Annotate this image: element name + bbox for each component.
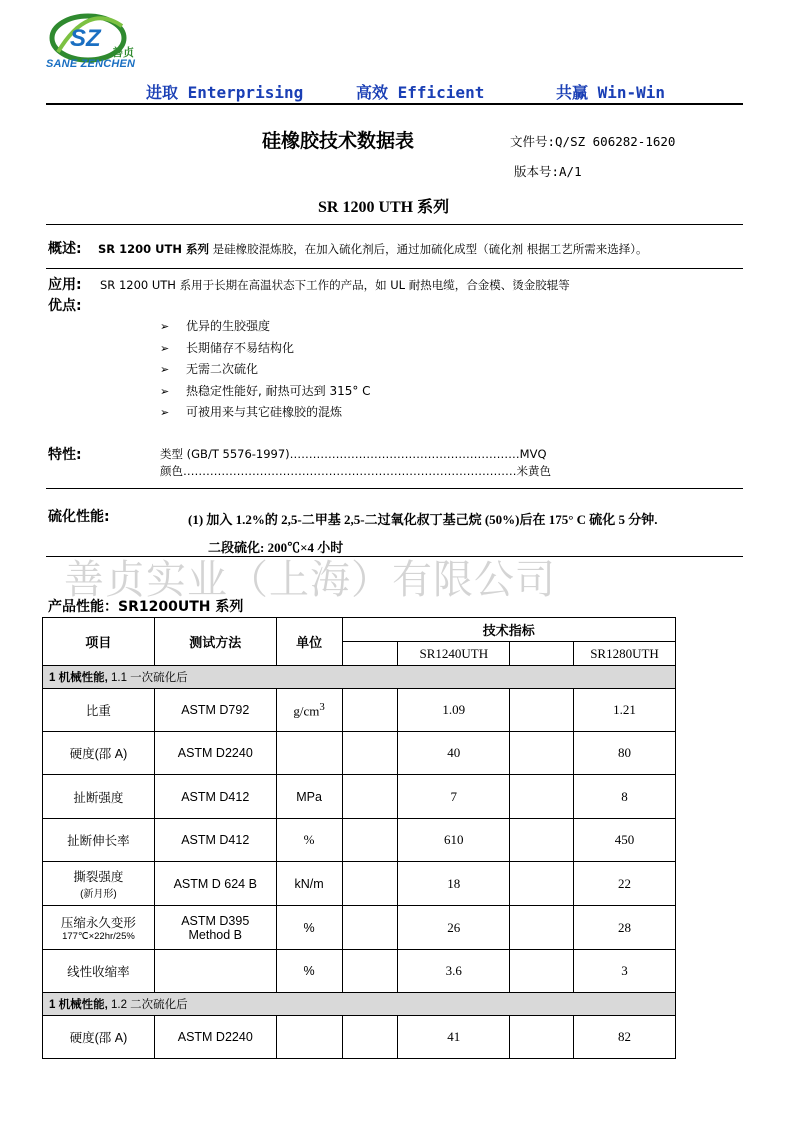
document-title: 硅橡胶技术数据表	[262, 130, 415, 152]
company-watermark: 善贞实业（上海）有限公司	[64, 557, 556, 603]
overview-description: 是硅橡胶混炼胶，在加入硫化剂后，通过加硫化成型（硫化剂 根据工艺所需来选择）。	[212, 242, 648, 256]
header-spec: 技术指标	[342, 618, 675, 642]
table-row: 扯断强度 ASTM D412 MPa 7 8	[43, 775, 676, 819]
logo-english-name: SANE ZENCHEN	[46, 58, 136, 70]
characteristics-label: 特性:	[48, 447, 82, 463]
table-row: 硬度(邵 A) ASTM D2240 41 82	[43, 1016, 676, 1059]
arrow-bullet-icon: ➢	[160, 320, 170, 333]
slogan-efficient: 高效 Efficient	[356, 83, 485, 102]
document-number: 文件号:Q/SZ 606282-1620	[510, 134, 676, 149]
type-line: 类型 (GB/T 5576-1997)……………………………………………………MVQ	[160, 447, 547, 461]
overview-series-name: SR 1200 UTH 系列	[98, 242, 209, 256]
divider	[46, 268, 743, 269]
table-row: 硬度(邵 A) ASTM D2240 40 80	[43, 732, 676, 775]
grade-sr1280uth: SR1280UTH	[574, 642, 676, 666]
table-row: 扯断伸长率 ASTM D412 % 610 450	[43, 819, 676, 862]
overview-label: 概述:	[48, 241, 82, 257]
curing-line-1: (1) 加入 1.2%的 2,5-二甲基 2,5-二过氧化叔丁基己烷 (50%)后在 175° C 硫化 5 分钟.	[188, 512, 658, 527]
list-item: ➢ 可被用来与其它硅橡胶的混炼	[160, 402, 371, 424]
list-item: ➢ 长期储存不易结构化	[160, 338, 371, 360]
overview-text	[98, 241, 648, 257]
arrow-bullet-icon: ➢	[160, 406, 170, 419]
svg-text:SZ: SZ	[70, 25, 101, 52]
list-item: ➢ 无需二次硫化	[160, 359, 371, 381]
header-item: 项目	[43, 618, 155, 666]
grade-sr1240uth: SR1240UTH	[398, 642, 510, 666]
header-unit: 单位	[276, 618, 342, 666]
header-method: 测试方法	[154, 618, 276, 666]
table-row: 压缩永久变形 177℃×22hr/25% ASTM D395 Method B % 26 28	[43, 906, 676, 950]
table-row: 线性收缩率 % 3.6 3	[43, 950, 676, 993]
header-divider	[46, 103, 743, 105]
logo-chinese-name: 善贞	[112, 46, 134, 59]
curing-line-2: 二段硫化: 200℃×4 小时	[208, 540, 344, 555]
color-line: 颜色……………………………………………………………………………米黄色	[160, 464, 551, 478]
version-number: 版本号:A/1	[514, 164, 582, 179]
table-row: 撕裂强度 (新月形) ASTM D 624 B kN/m 18 22	[43, 862, 676, 906]
divider	[46, 224, 743, 225]
product-performance-title: 产品性能：SR1200UTH 系列	[48, 599, 244, 615]
arrow-bullet-icon: ➢	[160, 384, 170, 398]
application-label: 应用:	[48, 277, 82, 293]
divider	[46, 488, 743, 489]
advantages-list	[160, 316, 371, 424]
spec-table	[42, 617, 676, 1059]
section-header: 1 机械性能, 1.2 二次硫化后	[43, 993, 676, 1016]
grade-empty	[510, 642, 574, 666]
slogan-enterprising: 进取 Enterprising	[146, 83, 304, 102]
list-item: ➢ 热稳定性能好, 耐热可达到 315° C	[160, 381, 371, 403]
grade-empty	[342, 642, 398, 666]
list-item: ➢ 优异的生胶强度	[160, 316, 371, 338]
arrow-bullet-icon: ➢	[160, 363, 170, 376]
slogan-win-win: 共赢 Win-Win	[556, 83, 666, 102]
section-header: 1 机械性能, 1.1 一次硫化后	[43, 666, 676, 689]
curing-label: 硫化性能:	[48, 509, 110, 525]
series-title: SR 1200 UTH 系列	[318, 199, 450, 216]
table-row: 比重 ASTM D792 $g/cm^3$ 1.09 1.21	[43, 689, 676, 732]
application-text: SR 1200 UTH 系用于长期在高温状态下工作的产品，如 UL 耐热电缆，合金模、烫金胶辊等	[100, 278, 570, 292]
advantages-label: 优点:	[48, 298, 82, 314]
arrow-bullet-icon: ➢	[160, 341, 170, 355]
